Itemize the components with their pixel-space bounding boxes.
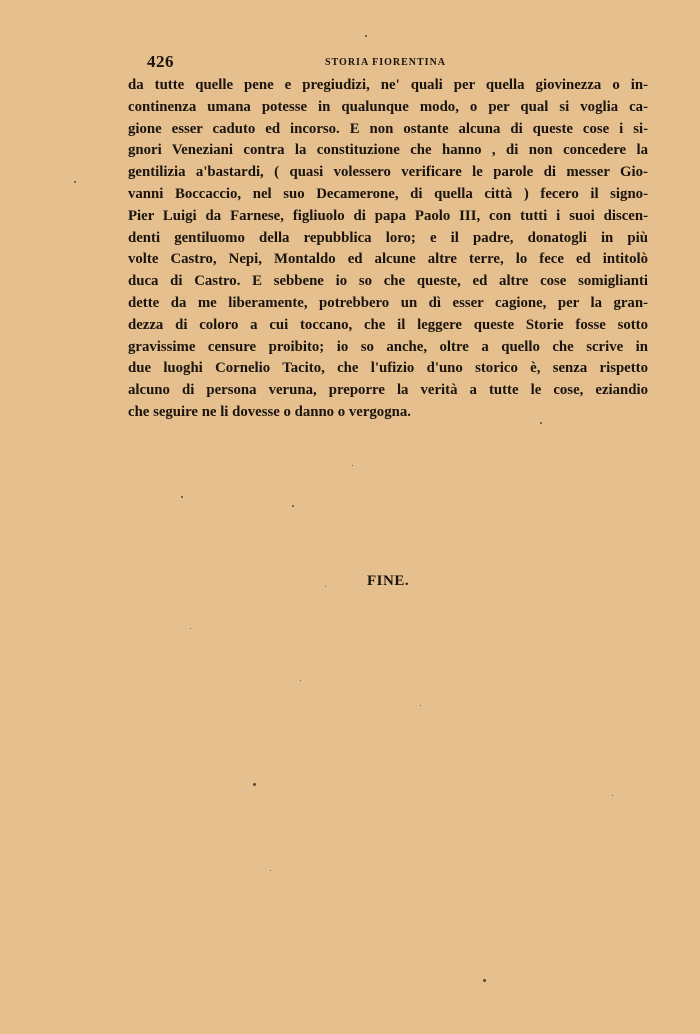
paper-speck — [181, 496, 183, 498]
page-header — [147, 52, 645, 72]
text-line: volte Castro, Nepi, Montaldo ed alcune altre terre, lo fece ed intitolò — [128, 251, 648, 268]
paper-speck — [325, 586, 326, 587]
paper-speck — [540, 422, 542, 424]
paper-speck — [190, 628, 191, 629]
paper-speck — [420, 705, 421, 706]
text-line: che seguire ne li dovesse o danno o vergogna. — [128, 403, 411, 420]
text-line: alcuno di persona veruna, preporre la verità a tutte le cose, eziandio — [128, 382, 648, 399]
text-line: gentilizia a'bastardi, ( quasi volessero verificare le parole di messer Gio- — [128, 164, 648, 181]
text-line: vanni Boccaccio, nel suo Decamerone, di quella città ) fecero il signo- — [128, 185, 648, 202]
end-mark: FINE. — [367, 573, 410, 589]
page-number: 426 — [147, 52, 174, 71]
paper-speck — [612, 795, 613, 796]
paper-speck — [483, 979, 486, 982]
paper-speck — [292, 505, 294, 507]
paper-speck — [270, 870, 271, 871]
text-line: da tutte quelle pene e pregiudizi, ne' quali per quella giovinezza o in- — [128, 77, 648, 93]
text-line: dezza di coloro a cui toccano, che il leggere queste Storie fosse sotto — [128, 316, 648, 333]
text-line: duca di Castro. E sebbene io so che queste, ed altre cose somiglianti — [128, 273, 648, 290]
paper-speck — [365, 35, 367, 37]
body-text — [128, 75, 648, 424]
text-line: Pier Luigi da Farnese, figliuolo di papa Paolo III, con tutti i suoi discen- — [128, 207, 648, 224]
paper-speck — [74, 181, 76, 183]
paper-speck — [352, 465, 353, 466]
text-line: gnori Veneziani contra la constituzione che hanno , di non concedere la — [128, 142, 648, 159]
text-line: gione esser caduto ed incorso. E non ostante alcuna di queste cose i si- — [128, 120, 648, 137]
text-line: dette da me liberamente, potrebbero un dì esser cagione, per la gran- — [128, 294, 648, 311]
text-line: denti gentiluomo della repubblica loro; e il padre, donatogli in più — [128, 229, 648, 246]
paper-speck — [300, 680, 301, 681]
paper-speck — [253, 783, 256, 786]
text-line: due luoghi Cornelio Tacito, che l'ufizio d'uno storico è, senza rispetto — [128, 360, 648, 377]
text-line: gravissime censure proibito; io so anche, oltre a quello che scrive in — [128, 338, 648, 355]
text-line: continenza umana potesse in qualunque modo, o per qual si voglia ca- — [128, 98, 648, 115]
running-title: STORIA FIORENTINA — [325, 57, 447, 68]
